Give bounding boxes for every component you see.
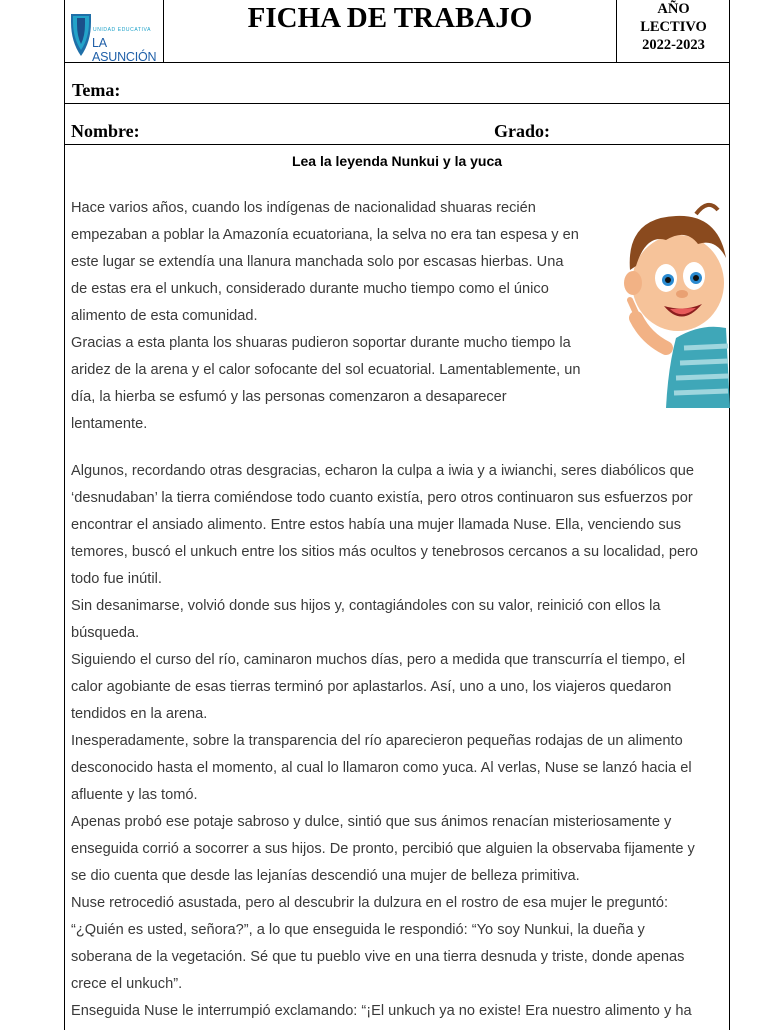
text-line: aridez de la arena y el calor sofocante del sol ecuatorial. Lamentablemente, un	[71, 362, 581, 378]
text-line: Hace varios años, cuando los indígenas de nacionalidad shuaras recién	[71, 200, 536, 216]
text-line: empezaban a poblar la Amazonía ecuatoriana, la selva no era tan espesa y en	[71, 227, 579, 243]
text-line: alimento de esta comunidad.	[71, 308, 258, 324]
text-line: ‘desnudaban’ la tierra comiéndose todo cuanto existía, pero otros continuaron sus esfuerzos por	[71, 490, 693, 506]
text-line: día, la hierba se esfumó y las personas comenzaron a desaparecer	[71, 389, 507, 405]
text-line: lentamente.	[71, 416, 148, 432]
tema-row	[64, 63, 730, 104]
nombre-row	[64, 104, 730, 145]
nombre-label: Nombre:	[71, 121, 140, 141]
text-line: Siguiendo el curso del río, caminaron muchos días, pero a medida que transcurría el tiempo, el	[71, 652, 686, 668]
text-line: todo fue inútil.	[71, 571, 162, 587]
logo-name: LA ASUNCIÓN	[92, 36, 157, 64]
text-line: se dio cuenta que desde las lejanías descendió una mujer de belleza primitiva.	[71, 868, 580, 884]
text-line: desconocido hasta el momento, al cual lo llamaron como yuca. Al verlas, Nuse se lanzó hacia el	[71, 760, 692, 776]
paragraph-3	[71, 458, 726, 1025]
text-line: Enseguida Nuse le interrumpió exclamando: “¡El unkuch ya no existe! Era nuestro alimento y ha	[71, 1003, 692, 1019]
logo-subtitle: UNIDAD EDUCATIVA	[93, 27, 152, 33]
text-line: Apenas probó ese potaje sabroso y dulce, sintió que sus ánimos renacían misteriosamente y	[71, 814, 672, 830]
year-line-1: AÑO	[657, 1, 690, 17]
text-line: soberana de la vegetación. Sé que tu pueblo vive en una tierra desnuda y triste, donde apenas	[71, 949, 685, 965]
school-year-cell	[617, 0, 730, 62]
text-line: enseguida corrió a socorrer a sus hijos. De pronto, percibió que alguien la observaba fijamente y	[71, 841, 695, 857]
grado-label: Grado:	[494, 121, 550, 141]
text-line: temores, buscó el unkuch entre los sitios más ocultos y tenebrosos cercanos a su localidad, pero	[71, 544, 699, 560]
school-year	[617, 0, 730, 54]
text-line: encontrar el ansiado alimento. Entre estos había una mujer llamada Nuse. Ella, venciendo sus	[71, 517, 682, 533]
text-line: Inesperadamente, sobre la transparencia del río aparecieron pequeñas rodajas de un alimento	[71, 733, 683, 749]
text-line: de estas era el unkuch, considerado durante mucho tiempo como el único	[71, 281, 549, 297]
text-line: búsqueda.	[71, 625, 140, 641]
title-cell	[164, 0, 617, 62]
text-line: Nuse retrocedió asustada, pero al descubrir la dulzura en el rostro de esa mujer le preguntó:	[71, 895, 669, 911]
paragraph-2	[71, 330, 611, 438]
text-line: Algunos, recordando otras desgracias, echaron la culpa a iwia y a iwianchi, seres diabólicos que	[71, 463, 695, 479]
reading-title: Lea la leyenda Nunkui y la yuca	[291, 153, 503, 169]
text-line: este lugar se extendía una llanura manchada solo por escasas hierbas. Una	[71, 254, 564, 270]
text-line: calor agobiante de esas tierras terminó por aplastarlos. Así, uno a uno, los viajeros quedaron	[71, 679, 672, 695]
text-line: “¿Quién es usted, señora?”, a lo que enseguida le respondió: “Yo soy Nunkui, la dueña y	[71, 922, 645, 938]
text-line: Gracias a esta planta los shuaras pudieron soportar durante mucho tiempo la	[71, 335, 571, 351]
year-line-2: LECTIVO	[640, 19, 707, 35]
text-line: crece el unkuch”.	[71, 976, 183, 992]
school-shield-icon	[69, 12, 93, 58]
cartoon-boy-illustration	[606, 188, 730, 408]
text-line: Sin desanimarse, volvió donde sus hijos y, contagiándoles con su valor, reinició con ellos la	[71, 598, 661, 614]
document-title: FICHA DE TRABAJO	[247, 2, 533, 34]
logo-cell	[65, 0, 164, 62]
year-line-3: 2022-2023	[642, 37, 705, 53]
header-table	[64, 0, 730, 63]
text-line: tendidos en la arena.	[71, 706, 208, 722]
text-line: afluente y las tomó.	[71, 787, 198, 803]
tema-label: Tema:	[72, 80, 121, 100]
paragraph-1	[71, 195, 611, 330]
